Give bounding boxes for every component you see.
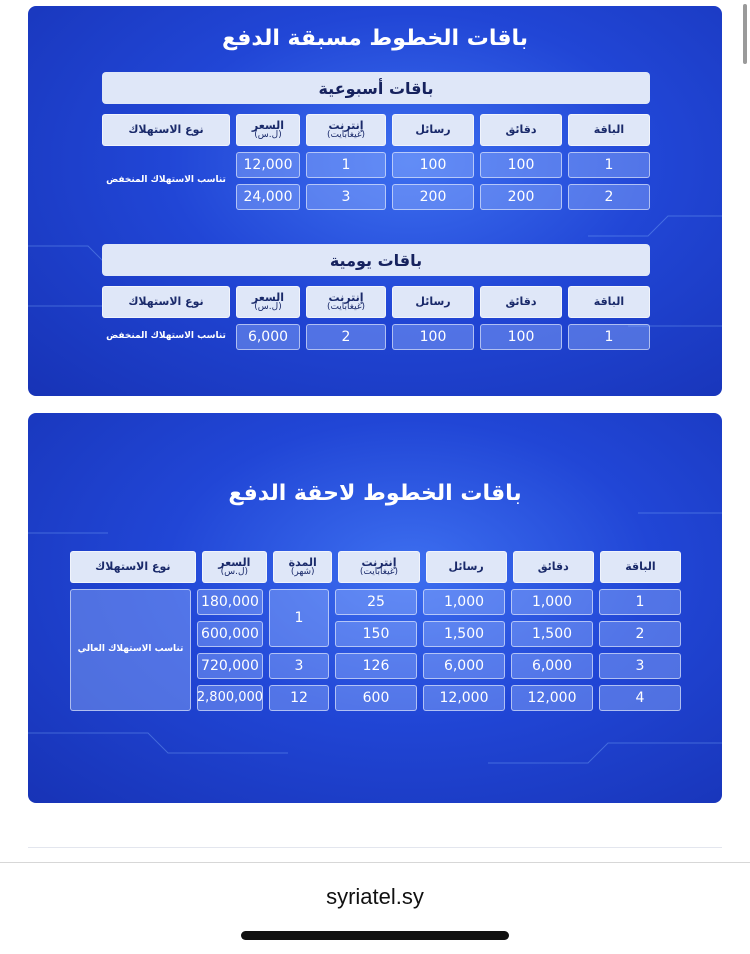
cell-internet: 3: [306, 184, 386, 210]
cell-sms: 1,500: [423, 621, 505, 647]
cell-internet: 600: [335, 685, 417, 711]
header-internet: [306, 114, 386, 146]
cell-internet: 126: [335, 653, 417, 679]
header-internet-label: إنترنت: [361, 555, 397, 569]
daily-section-title: باقات يومية: [102, 244, 650, 276]
header-package: الباقة: [600, 551, 681, 583]
header-price: [236, 114, 300, 146]
header-duration-label: المدة: [288, 555, 317, 569]
header-price-label: السعر: [251, 290, 285, 304]
weekly-section-title: باقات أسبوعية: [102, 72, 650, 104]
cell-minutes: 6,000: [511, 653, 593, 679]
cell-duration-merged: 1: [269, 589, 329, 647]
header-sms: رسائل: [426, 551, 507, 583]
cell-internet: 25: [335, 589, 417, 615]
cell-minutes: 100: [480, 152, 562, 178]
header-internet-label: إنترنت: [328, 118, 364, 132]
header-package: الباقة: [568, 114, 650, 146]
table-row: [335, 621, 681, 647]
cell-internet: 2: [306, 324, 386, 350]
table-row: [335, 589, 681, 615]
cell-package: 1: [599, 589, 681, 615]
cell-duration: 3: [269, 653, 329, 679]
header-minutes: دقائق: [480, 286, 562, 318]
header-duration-unit: (شهر): [290, 567, 315, 578]
postpaid-packages-image: [28, 413, 722, 803]
cell-package: 2: [568, 184, 650, 210]
header-price: [236, 286, 300, 318]
weekly-packages-table: [102, 72, 650, 216]
cell-sms: 1,000: [423, 589, 505, 615]
cell-price: 600,000: [197, 621, 263, 647]
header-internet-unit: (غيغابايت): [359, 567, 399, 578]
section-divider: [28, 847, 722, 848]
cell-price: 6,000: [236, 324, 300, 350]
daily-header-row: [102, 286, 650, 318]
prepaid-title: باقات الخطوط مسبقة الدفع: [221, 26, 529, 51]
header-price: [202, 551, 267, 583]
header-usage: نوع الاستهلاك: [102, 114, 230, 146]
table-row: [102, 324, 650, 350]
header-price-label: السعر: [218, 555, 251, 569]
cell-minutes: 100: [480, 324, 562, 350]
cell-price: 12,000: [236, 152, 300, 178]
prepaid-packages-image: [28, 6, 722, 396]
table-row: [335, 653, 681, 679]
table-row: [335, 685, 681, 711]
cell-usage: تناسب الاستهلاك العالي: [70, 589, 191, 711]
header-duration: [273, 551, 332, 583]
cell-package: 4: [599, 685, 681, 711]
header-price-label: السعر: [251, 118, 285, 132]
cell-package: 3: [599, 653, 681, 679]
cell-minutes: 200: [480, 184, 562, 210]
cell-sms: 100: [392, 324, 474, 350]
header-minutes: دقائق: [480, 114, 562, 146]
cell-duration: 12: [269, 685, 329, 711]
site-domain-label[interactable]: syriatel.sy: [326, 884, 424, 909]
header-sms: رسائل: [392, 286, 474, 318]
cell-price: 2,800,000: [197, 685, 263, 711]
cell-price: 24,000: [236, 184, 300, 210]
cell-minutes: 1,000: [511, 589, 593, 615]
header-internet-unit: (غيغابايت): [326, 130, 366, 141]
header-minutes: دقائق: [513, 551, 594, 583]
cell-sms: 6,000: [423, 653, 505, 679]
header-usage: نوع الاستهلاك: [102, 286, 230, 318]
header-sms: رسائل: [392, 114, 474, 146]
table-row: [236, 184, 650, 210]
footer-divider: [0, 862, 750, 863]
header-price-unit: (ل.س): [254, 130, 282, 141]
weekly-header-row: [102, 114, 650, 146]
daily-packages-table: [102, 244, 650, 356]
table-row: [236, 152, 650, 178]
cell-sms: 200: [392, 184, 474, 210]
postpaid-header-row: [70, 551, 681, 583]
cell-package: 1: [568, 324, 650, 350]
header-internet-unit: (غيغابايت): [326, 302, 366, 313]
cell-package: 1: [568, 152, 650, 178]
cell-minutes: 1,500: [511, 621, 593, 647]
cell-price: 180,000: [197, 589, 263, 615]
header-usage: نوع الاستهلاك: [70, 551, 196, 583]
cell-usage: تناسب الاستهلاك المنخفض: [106, 331, 226, 342]
postpaid-title: باقات الخطوط لاحقة الدفع: [228, 481, 522, 506]
header-package: الباقة: [568, 286, 650, 318]
cell-minutes: 12,000: [511, 685, 593, 711]
cell-package: 2: [599, 621, 681, 647]
header-price-unit: (ل.س): [254, 302, 282, 313]
home-indicator[interactable]: [241, 931, 509, 940]
cell-sms: 12,000: [423, 685, 505, 711]
header-internet: [306, 286, 386, 318]
cell-price: 720,000: [197, 653, 263, 679]
header-price-unit: (ل.س): [220, 567, 249, 578]
postpaid-packages-table: [70, 551, 681, 717]
header-internet: [338, 551, 419, 583]
cell-usage: تناسب الاستهلاك المنخفض: [106, 175, 226, 186]
cell-internet: 150: [335, 621, 417, 647]
header-internet-label: إنترنت: [328, 290, 364, 304]
cell-sms: 100: [392, 152, 474, 178]
page-scrollbar[interactable]: [743, 4, 747, 64]
cell-internet: 1: [306, 152, 386, 178]
